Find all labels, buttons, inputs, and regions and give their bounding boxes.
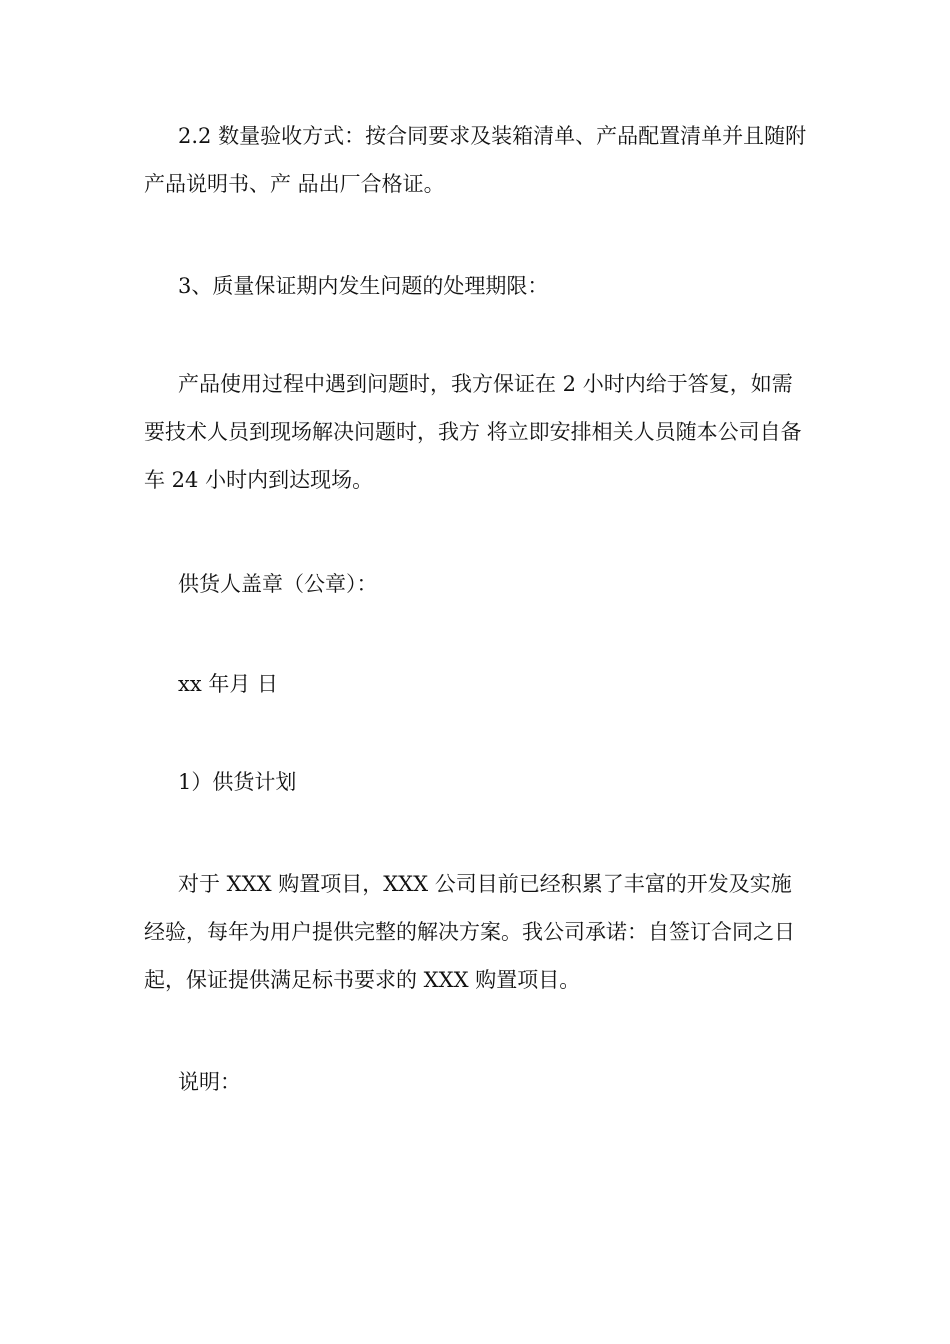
paragraph-supply-plan-heading: 1）供货计划 [178,770,297,794]
paragraph-date: xx 年月 日 [178,672,279,696]
paragraph-quality-heading: 3、质量保证期内发生问题的处理期限： [178,274,549,298]
paragraph-response-commitment: 产品使用过程中遇到问题时，我方保证在 2 小时内给于答复，如需要技术人员到现场解决问题时，我方 将立即安排相关人员随本公司自备车 24 小时内到达现场。 [144,372,802,492]
paragraph-supply-plan-body: 对于 XXX 购置项目，XXX 公司目前已经积累了丰富的开发及实施经验，每年为用户提供完整的解决方案。我公司承诺：自签订合同之日起，保证提供满足标书要求的 XXX 购置项目。 [144,872,795,992]
paragraph-supplier-seal: 供货人盖章（公章）： [178,572,378,596]
paragraph-notes-heading: 说明： [178,1070,241,1094]
paragraph-acceptance-method: 2.2 数量验收方式：按合同要求及装箱清单、产品配置清单并且随附产品说明书、产 品出厂合格证。 [144,124,807,196]
